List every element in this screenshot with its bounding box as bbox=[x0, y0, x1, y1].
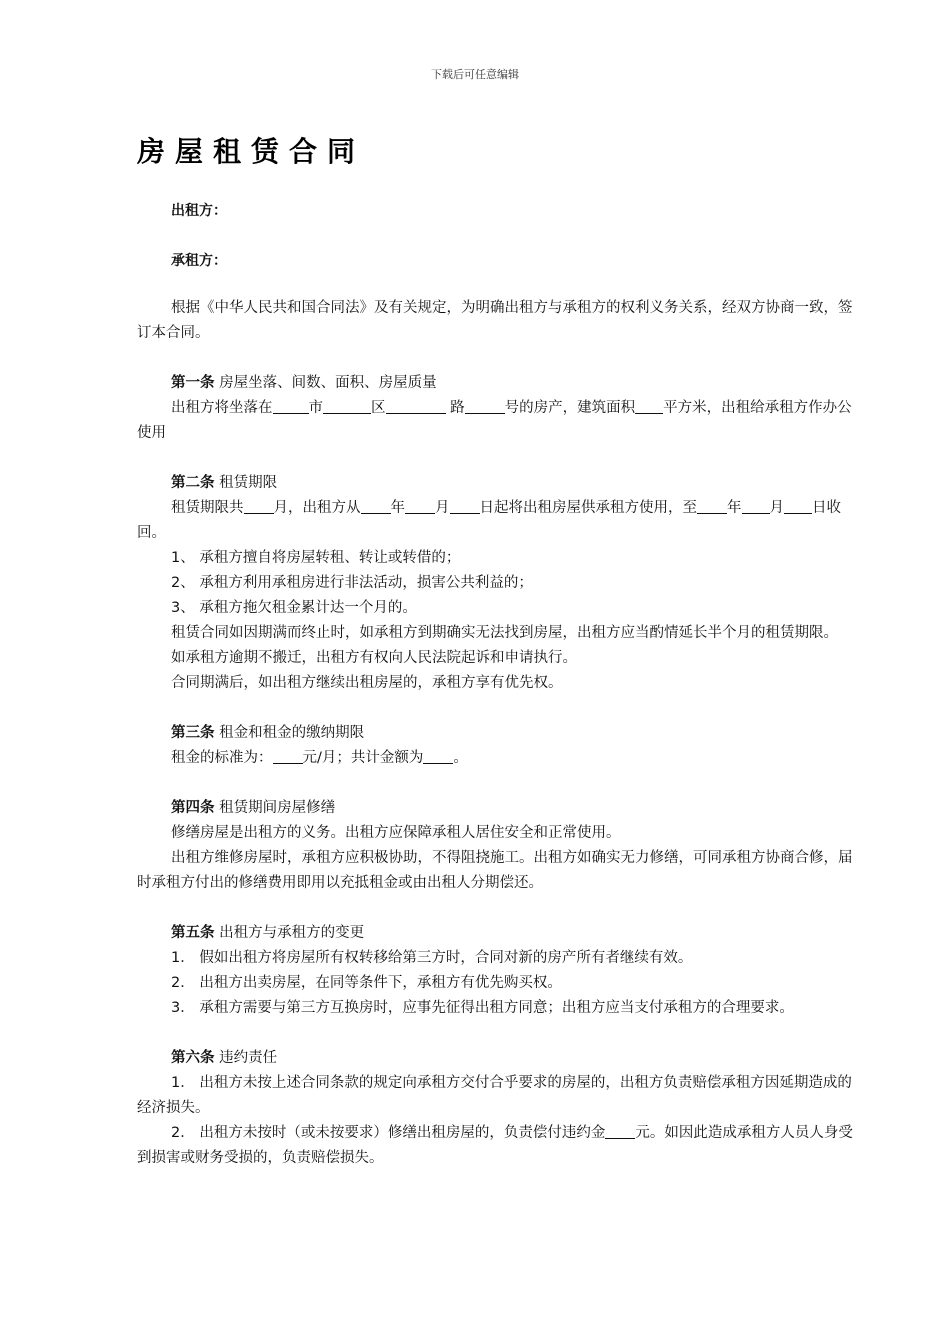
article-6-item: 1． 出租方未按上述合同条款的规定向承租方交付合乎要求的房屋的，出租方负责赔偿承租方因延期造成的经济损失。 bbox=[137, 1075, 852, 1116]
article-2-item: 3、 承租方拖欠租金累计达一个月的。 bbox=[171, 600, 417, 616]
article-2-paragraph: 合同期满后，如出租方继续出租房屋的，承租方享有优先权。 bbox=[171, 675, 563, 691]
article-2-text: 租赁期限共 月，出租方从 年 月 日起将出租房屋供承租方使用，至 年 月 日收回。 bbox=[137, 500, 841, 541]
article-1-text: 出租方将坐落在 市 区 路 号的房产，建筑面积 平方米，出租给承租方作办公使用 bbox=[137, 400, 852, 441]
article-4-paragraph: 修缮房屋是出租方的义务。出租方应保障承租人居住安全和正常使用。 bbox=[171, 825, 621, 841]
article-2-item: 1、 承租方擅自将房屋转租、转让或转借的； bbox=[171, 550, 461, 566]
article-5-item: 3． 承租方需要与第三方互换房时，应事先征得出租方同意；出租方应当支付承租方的合理要求。 bbox=[171, 1000, 794, 1016]
article-5-heading: 第五条 出租方与承租方的变更 bbox=[171, 925, 365, 941]
contract-title: 房屋租赁合同 bbox=[137, 135, 366, 168]
page-header: 下载后可任意编辑 bbox=[431, 68, 519, 81]
article-2-paragraph: 租赁合同如因期满而终止时，如承租方到期确实无法找到房屋，出租方应当酌情延长半个月的租赁期限。 bbox=[171, 625, 838, 641]
contract-body bbox=[137, 296, 857, 1171]
article-5-item: 1． 假如出租方将房屋所有权转移给第三方时，合同对新的房产所有者继续有效。 bbox=[171, 950, 693, 966]
article-4-paragraph: 出租方维修房屋时，承租方应积极协助，不得阻挠施工。出租方如确实无力修缮，可同承租方协商合修，届时承租方付出的修缮费用即用以充抵租金或由出租人分期偿还。 bbox=[137, 850, 853, 891]
article-2-heading: 第二条 租赁期限 bbox=[171, 475, 278, 491]
lessor-label: 出租方： bbox=[171, 203, 227, 219]
article-2-item: 2、 承租方利用承租房进行非法活动，损害公共利益的； bbox=[171, 575, 533, 591]
article-6-heading: 第六条 违约责任 bbox=[171, 1050, 278, 1066]
article-1-heading: 第一条 房屋坐落、间数、面积、房屋质量 bbox=[171, 375, 437, 391]
article-6-item: 2． 出租方未按时（或未按要求）修缮出租房屋的，负责偿付违约金 元。如因此造成承租方人员人身受到损害或财务受损的，负责赔偿损失。 bbox=[137, 1125, 853, 1166]
lessee-label: 承租方： bbox=[171, 253, 227, 269]
article-3-heading: 第三条 租金和租金的缴纳期限 bbox=[171, 725, 365, 741]
preamble: 根据《中华人民共和国合同法》及有关规定，为明确出租方与承租方的权利义务关系，经双方协商一致，签订本合同。 bbox=[137, 300, 853, 341]
article-5-item: 2． 出租方出卖房屋，在同等条件下，承租方有优先购买权。 bbox=[171, 975, 562, 991]
article-3-text: 租金的标准为： 元/月；共计金额为 。 bbox=[171, 750, 468, 766]
article-2-paragraph: 如承租方逾期不搬迁，出租方有权向人民法院起诉和申请执行。 bbox=[171, 650, 577, 666]
article-4-heading: 第四条 租赁期间房屋修缮 bbox=[171, 800, 336, 816]
